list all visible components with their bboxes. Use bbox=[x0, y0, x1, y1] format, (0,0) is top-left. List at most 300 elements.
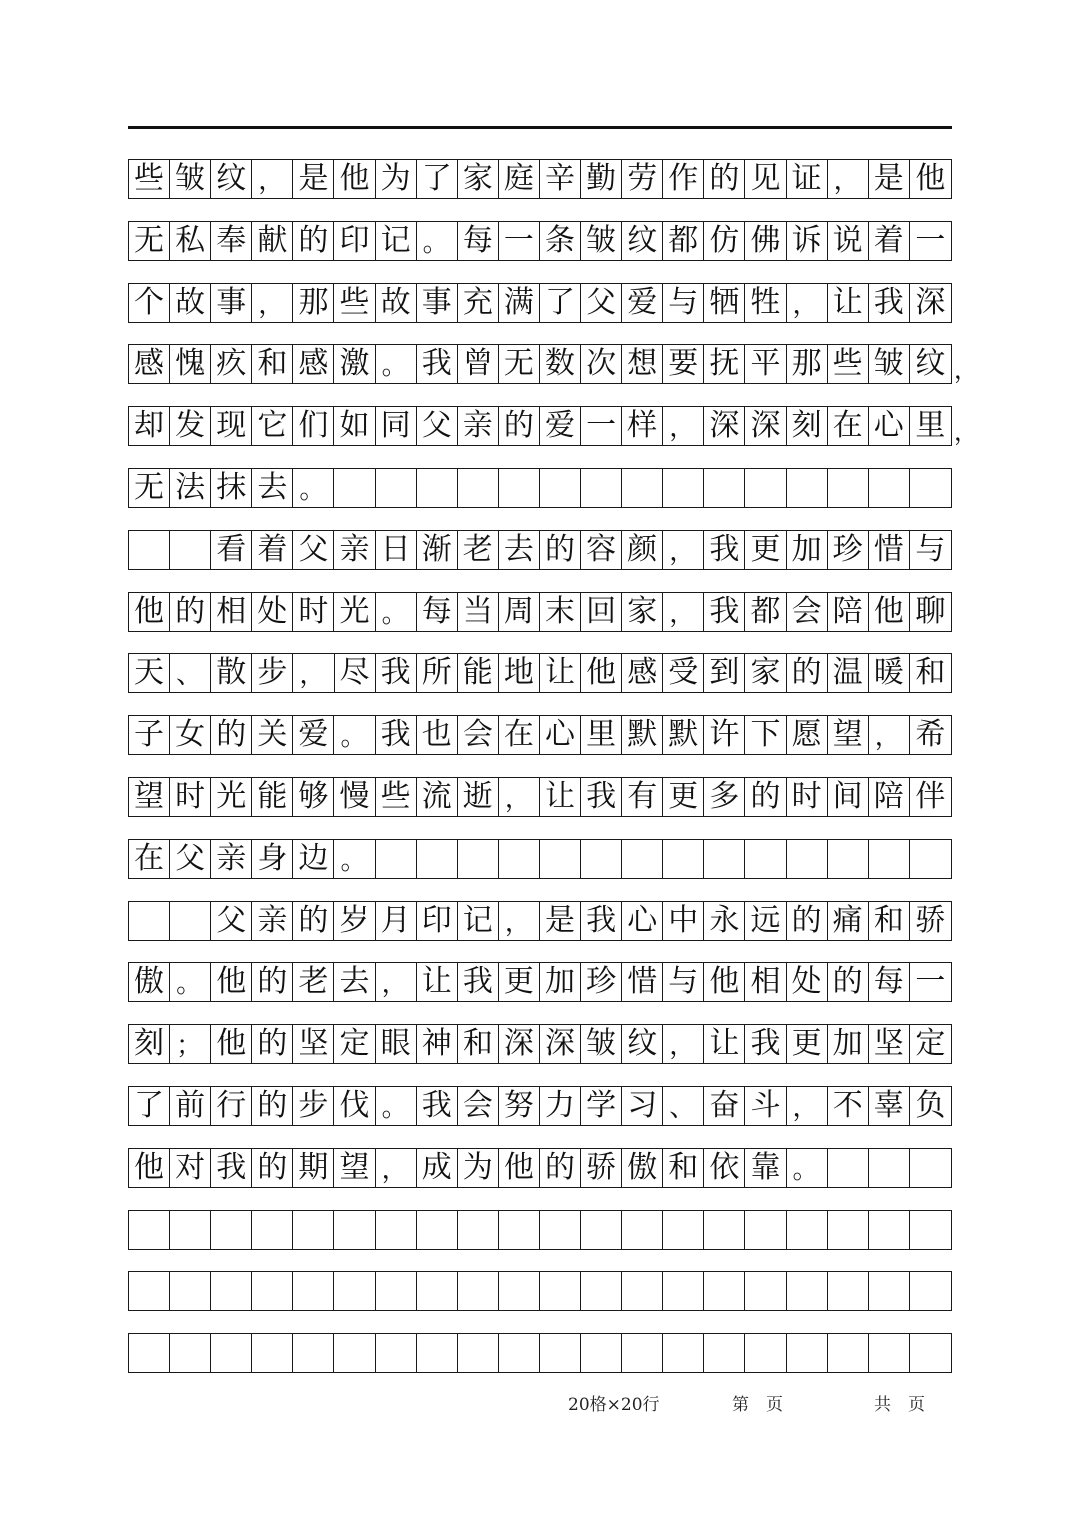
grid-cell: 期 bbox=[293, 1149, 334, 1187]
grid-cell bbox=[211, 1272, 252, 1310]
grid-cell bbox=[663, 469, 704, 507]
grid-cell: 相 bbox=[745, 963, 786, 1001]
grid-cell: 当 bbox=[458, 593, 499, 631]
grid-cell: 让 bbox=[540, 654, 581, 692]
grid-cell bbox=[499, 1211, 540, 1249]
grid-cell: 父 bbox=[417, 407, 458, 445]
grid-cell: 牲 bbox=[745, 284, 786, 322]
grid-cell: 心 bbox=[622, 902, 663, 940]
grid-cell: 他 bbox=[869, 593, 910, 631]
grid-cell: 习 bbox=[622, 1087, 663, 1125]
grid-cell: 刻 bbox=[129, 1025, 170, 1063]
grid-cell: 颜 bbox=[622, 531, 663, 569]
grid-cell: 更 bbox=[745, 531, 786, 569]
grid-cell: 地 bbox=[499, 654, 540, 692]
grid-cell: 平 bbox=[745, 345, 786, 383]
grid-cell: 是 bbox=[293, 160, 334, 198]
grid-cell bbox=[828, 840, 869, 878]
grid-row bbox=[128, 777, 952, 817]
grid-cell: 皱 bbox=[581, 222, 622, 260]
grid-cell: ， bbox=[376, 1149, 417, 1187]
grid-cell: 我 bbox=[417, 1087, 458, 1125]
grid-cell: 深 bbox=[499, 1025, 540, 1063]
grid-cell bbox=[293, 1272, 334, 1310]
grid-cell: 在 bbox=[129, 840, 170, 878]
grid-cell: 子 bbox=[129, 716, 170, 754]
grid-cell: 亲 bbox=[211, 840, 252, 878]
grid-row bbox=[128, 530, 952, 570]
grid-cell: 家 bbox=[622, 593, 663, 631]
grid-cell: 间 bbox=[828, 778, 869, 816]
grid-cell bbox=[540, 1211, 581, 1249]
grid-cell: 逝 bbox=[458, 778, 499, 816]
grid-cell: 女 bbox=[170, 716, 211, 754]
grid-cell bbox=[704, 469, 745, 507]
grid-cell: 骄 bbox=[915, 902, 946, 938]
grid-cell: 惜 bbox=[869, 531, 910, 569]
grid-cell: ， bbox=[663, 407, 704, 445]
grid-cell: 私 bbox=[170, 222, 211, 260]
grid-cell: 我 bbox=[376, 654, 417, 692]
grid-cell: 感 bbox=[293, 345, 334, 383]
grid-cell bbox=[417, 1211, 458, 1249]
grid-cell bbox=[622, 469, 663, 507]
grid-cell: 陪 bbox=[828, 593, 869, 631]
grid-cell: 永 bbox=[704, 902, 745, 940]
grid-cell bbox=[334, 1211, 375, 1249]
grid-cell: 陪 bbox=[869, 778, 910, 816]
grid-cell: 佛 bbox=[745, 222, 786, 260]
grid-cell: 爱 bbox=[293, 716, 334, 754]
grid-cell: 那 bbox=[787, 345, 828, 383]
grid-cell: 作 bbox=[663, 160, 704, 198]
grid-cell: 时 bbox=[293, 593, 334, 631]
grid-cell: 渐 bbox=[417, 531, 458, 569]
grid-cell bbox=[170, 531, 211, 569]
grid-cell: 靠 bbox=[745, 1149, 786, 1187]
grid-cell: 会 bbox=[787, 593, 828, 631]
grid-cell bbox=[252, 1211, 293, 1249]
grid-cell: 加 bbox=[828, 1025, 869, 1063]
grid-cell: 惜 bbox=[622, 963, 663, 1001]
grid-cell: 见 bbox=[745, 160, 786, 198]
grid-cell bbox=[499, 840, 540, 878]
grid-cell: 着 bbox=[252, 531, 293, 569]
grid-cell: 每 bbox=[458, 222, 499, 260]
grid-cell: 受 bbox=[663, 654, 704, 692]
grid-cell bbox=[252, 1334, 293, 1372]
grid-cell bbox=[787, 1272, 828, 1310]
grid-cell bbox=[745, 840, 786, 878]
grid-cell: 同 bbox=[376, 407, 417, 445]
grid-cell: 处 bbox=[787, 963, 828, 1001]
grid-cell: 爱 bbox=[540, 407, 581, 445]
grid-cell bbox=[417, 1272, 458, 1310]
grid-cell: 家 bbox=[745, 654, 786, 692]
grid-cell bbox=[869, 840, 910, 878]
grid-cell: 一 bbox=[915, 964, 946, 1000]
grid-cell bbox=[869, 1334, 910, 1372]
grid-cell: 定 bbox=[334, 1025, 375, 1063]
page-footer bbox=[0, 1390, 1080, 1414]
grid-cell bbox=[376, 1211, 417, 1249]
grid-cell: 庭 bbox=[499, 160, 540, 198]
grid-cell bbox=[499, 1334, 540, 1372]
grid-cell: 的 bbox=[252, 1149, 293, 1187]
grid-cell bbox=[869, 1272, 910, 1310]
grid-cell: 我 bbox=[704, 593, 745, 631]
grid-cell: ， bbox=[663, 1025, 704, 1063]
grid-cell: 故 bbox=[376, 284, 417, 322]
grid-cell: 的 bbox=[745, 778, 786, 816]
grid-cell: 与 bbox=[663, 963, 704, 1001]
grid-cell: 光 bbox=[211, 778, 252, 816]
grid-row bbox=[128, 1024, 952, 1064]
grid-cell: 次 bbox=[581, 345, 622, 383]
grid-cell: 是 bbox=[869, 160, 910, 198]
grid-cell bbox=[417, 469, 458, 507]
grid-cell bbox=[499, 469, 540, 507]
grid-cell: 说 bbox=[828, 222, 869, 260]
grid-cell: 时 bbox=[787, 778, 828, 816]
grid-cell: 、 bbox=[170, 654, 211, 692]
grid-cell: 。 bbox=[334, 840, 375, 878]
grid-cell bbox=[129, 902, 170, 940]
grid-cell: 的 bbox=[540, 1149, 581, 1187]
overflow-punctuation: ， bbox=[954, 418, 978, 447]
grid-cell: 深 bbox=[540, 1025, 581, 1063]
grid-cell: 深 bbox=[704, 407, 745, 445]
grid-cell: 深 bbox=[745, 407, 786, 445]
grid-cell: 前 bbox=[170, 1087, 211, 1125]
grid-cell bbox=[293, 1334, 334, 1372]
grid-cell bbox=[334, 1272, 375, 1310]
grid-cell: 抚 bbox=[704, 345, 745, 383]
grid-cell bbox=[910, 840, 951, 878]
grid-cell: 能 bbox=[458, 654, 499, 692]
grid-cell: 的 bbox=[499, 407, 540, 445]
grid-cell: 都 bbox=[663, 222, 704, 260]
grid-cell bbox=[869, 1149, 910, 1187]
grid-cell bbox=[458, 1272, 499, 1310]
grid-cell: 一 bbox=[499, 222, 540, 260]
grid-row bbox=[128, 1210, 952, 1250]
grid-cell: 的 bbox=[828, 963, 869, 1001]
grid-cell: 为 bbox=[376, 160, 417, 198]
grid-cell: ， bbox=[252, 160, 293, 198]
grid-cell: 行 bbox=[211, 1087, 252, 1125]
grid-cell bbox=[458, 840, 499, 878]
grid-cell: 深 bbox=[915, 284, 946, 320]
grid-cell: 刻 bbox=[787, 407, 828, 445]
grid-cell: 天 bbox=[129, 654, 170, 692]
grid-cell: 温 bbox=[828, 654, 869, 692]
grid-cell: 神 bbox=[417, 1025, 458, 1063]
grid-row bbox=[128, 1333, 952, 1373]
grid-cell bbox=[663, 1272, 704, 1310]
grid-cell: 在 bbox=[499, 716, 540, 754]
grid-cell: 伐 bbox=[334, 1087, 375, 1125]
grid-cell: 依 bbox=[704, 1149, 745, 1187]
grid-row bbox=[128, 1271, 952, 1311]
grid-cell: 岁 bbox=[334, 902, 375, 940]
grid-cell: 却 bbox=[129, 407, 170, 445]
grid-cell: 数 bbox=[540, 345, 581, 383]
grid-cell: ， bbox=[663, 531, 704, 569]
grid-cell: 家 bbox=[458, 160, 499, 198]
grid-cell: 我 bbox=[417, 345, 458, 383]
grid-cell: 亲 bbox=[252, 902, 293, 940]
grid-cell: 都 bbox=[745, 593, 786, 631]
grid-row bbox=[128, 715, 952, 755]
grid-cell bbox=[540, 469, 581, 507]
grid-cell: 皱 bbox=[581, 1025, 622, 1063]
grid-cell: 也 bbox=[417, 716, 458, 754]
grid-cell bbox=[745, 1272, 786, 1310]
grid-cell: 更 bbox=[663, 778, 704, 816]
grid-cell bbox=[170, 902, 211, 940]
grid-cell: 皱 bbox=[869, 345, 910, 383]
grid-cell: 和 bbox=[915, 655, 946, 691]
grid-cell: 抹 bbox=[211, 469, 252, 507]
grid-cell: ， bbox=[787, 1087, 828, 1125]
grid-cell: 一 bbox=[915, 222, 946, 258]
grid-cell: 无 bbox=[499, 345, 540, 383]
grid-cell: 和 bbox=[458, 1025, 499, 1063]
grid-cell: 了 bbox=[129, 1087, 170, 1125]
grid-cell: 去 bbox=[499, 531, 540, 569]
grid-cell bbox=[910, 469, 951, 507]
grid-cell: 学 bbox=[581, 1087, 622, 1125]
grid-cell: 些 bbox=[334, 284, 375, 322]
grid-cell: 我 bbox=[581, 778, 622, 816]
grid-cell bbox=[828, 1334, 869, 1372]
grid-cell: 我 bbox=[869, 284, 910, 322]
total-pages-label: 共 页 bbox=[874, 1395, 925, 1415]
grid-cell: 的 bbox=[252, 1025, 293, 1063]
grid-cell: 身 bbox=[252, 840, 293, 878]
grid-cell: 的 bbox=[540, 531, 581, 569]
grid-cell: 牺 bbox=[704, 284, 745, 322]
grid-cell: 纹 bbox=[915, 346, 946, 382]
grid-cell: 感 bbox=[129, 345, 170, 383]
grid-cell bbox=[910, 1272, 951, 1310]
grid-cell bbox=[334, 469, 375, 507]
grid-cell: 望 bbox=[129, 778, 170, 816]
grid-cell: ， bbox=[787, 284, 828, 322]
grid-cell: 希 bbox=[915, 717, 946, 753]
grid-cell bbox=[334, 1334, 375, 1372]
grid-cell: 与 bbox=[915, 531, 946, 567]
grid-cell: 如 bbox=[334, 407, 375, 445]
grid-cell: ； bbox=[170, 1025, 211, 1063]
grid-cell: 默 bbox=[663, 716, 704, 754]
grid-cell: 亲 bbox=[334, 531, 375, 569]
grid-cell: 步 bbox=[252, 654, 293, 692]
grid-cell: 他 bbox=[129, 1149, 170, 1187]
grid-cell: ， bbox=[376, 963, 417, 1001]
grid-cell bbox=[581, 1272, 622, 1310]
grid-cell: 月 bbox=[376, 902, 417, 940]
grid-cell: 傲 bbox=[622, 1149, 663, 1187]
grid-cell: 聊 bbox=[915, 593, 946, 629]
grid-cell bbox=[376, 840, 417, 878]
grid-cell: 愧 bbox=[170, 345, 211, 383]
grid-cell: 纹 bbox=[211, 160, 252, 198]
grid-cell bbox=[211, 1211, 252, 1249]
grid-cell: 定 bbox=[915, 1026, 946, 1062]
grid-cell: 亲 bbox=[458, 407, 499, 445]
grid-cell bbox=[170, 1211, 211, 1249]
grid-cell: 看 bbox=[211, 531, 252, 569]
grid-cell: 些 bbox=[828, 345, 869, 383]
grid-cell: 的 bbox=[787, 902, 828, 940]
grid-cell: 他 bbox=[704, 963, 745, 1001]
grid-cell bbox=[704, 1272, 745, 1310]
grid-cell: 去 bbox=[252, 469, 293, 507]
overflow-punctuation: ， bbox=[954, 356, 978, 385]
grid-cell: 了 bbox=[417, 160, 458, 198]
grid-cell: 父 bbox=[170, 840, 211, 878]
grid-cell: 辛 bbox=[540, 160, 581, 198]
grid-cell bbox=[869, 469, 910, 507]
grid-cell: 老 bbox=[458, 531, 499, 569]
grid-cell: 斗 bbox=[745, 1087, 786, 1125]
grid-cell: 了 bbox=[540, 284, 581, 322]
grid-cell: 流 bbox=[417, 778, 458, 816]
grid-cell: 许 bbox=[704, 716, 745, 754]
grid-cell: 疚 bbox=[211, 345, 252, 383]
grid-cell: 到 bbox=[704, 654, 745, 692]
grid-cell: 发 bbox=[170, 407, 211, 445]
grid-cell bbox=[417, 840, 458, 878]
grid-cell: 能 bbox=[252, 778, 293, 816]
grid-cell: 够 bbox=[293, 778, 334, 816]
grid-cell bbox=[828, 1149, 869, 1187]
grid-cell: 我 bbox=[458, 963, 499, 1001]
grid-cell: ， bbox=[252, 284, 293, 322]
grid-cell: 。 bbox=[334, 716, 375, 754]
grid-cell: ， bbox=[499, 902, 540, 940]
grid-cell bbox=[745, 1211, 786, 1249]
grid-cell: 珍 bbox=[581, 963, 622, 1001]
grid-cell: 让 bbox=[417, 963, 458, 1001]
grid-cell bbox=[376, 469, 417, 507]
grid-cell: 我 bbox=[376, 716, 417, 754]
grid-cell bbox=[540, 840, 581, 878]
grid-cell: ， bbox=[663, 593, 704, 631]
grid-cell: 法 bbox=[170, 469, 211, 507]
grid-cell bbox=[622, 1211, 663, 1249]
grid-cell bbox=[704, 1334, 745, 1372]
grid-cell: 想 bbox=[622, 345, 663, 383]
grid-cell bbox=[211, 1334, 252, 1372]
grid-row bbox=[128, 406, 952, 446]
grid-row bbox=[128, 653, 952, 693]
grid-cell: 慢 bbox=[334, 778, 375, 816]
grid-cell: ， bbox=[828, 160, 869, 198]
grid-cell: 去 bbox=[334, 963, 375, 1001]
grid-cell: 。 bbox=[293, 469, 334, 507]
grid-cell bbox=[129, 1211, 170, 1249]
grid-cell: 纹 bbox=[622, 1025, 663, 1063]
grid-row bbox=[128, 221, 952, 261]
grid-cell: 会 bbox=[458, 716, 499, 754]
grid-cell: 心 bbox=[869, 407, 910, 445]
grid-cell: 的 bbox=[293, 902, 334, 940]
grid-cell: 一 bbox=[581, 407, 622, 445]
grid-cell: 感 bbox=[622, 654, 663, 692]
grid-cell: 事 bbox=[417, 284, 458, 322]
grid-cell: 伴 bbox=[915, 779, 946, 814]
grid-cell: 事 bbox=[211, 284, 252, 322]
grid-cell: 中 bbox=[663, 902, 704, 940]
grid-cell: 不 bbox=[828, 1087, 869, 1125]
grid-cell: 勤 bbox=[581, 160, 622, 198]
grid-cell: 负 bbox=[915, 1088, 946, 1123]
grid-cell: 我 bbox=[211, 1149, 252, 1187]
grid-cell: 在 bbox=[828, 407, 869, 445]
grid-cell: 边 bbox=[293, 840, 334, 878]
grid-cell bbox=[581, 840, 622, 878]
page-number-label: 第 页 bbox=[732, 1395, 783, 1415]
grid-cell: 骄 bbox=[581, 1149, 622, 1187]
grid-cell bbox=[458, 469, 499, 507]
grid-cell bbox=[787, 1334, 828, 1372]
grid-cell: 更 bbox=[787, 1025, 828, 1063]
grid-cell bbox=[458, 1211, 499, 1249]
grid-cell: 。 bbox=[417, 222, 458, 260]
grid-cell: 那 bbox=[293, 284, 334, 322]
grid-cell: 仿 bbox=[704, 222, 745, 260]
grid-cell: 力 bbox=[540, 1087, 581, 1125]
grid-cell bbox=[293, 1211, 334, 1249]
grid-cell: 的 bbox=[293, 222, 334, 260]
grid-cell: 成 bbox=[417, 1149, 458, 1187]
grid-cell: 周 bbox=[499, 593, 540, 631]
grid-cell: 他 bbox=[499, 1149, 540, 1187]
grid-cell: 每 bbox=[869, 963, 910, 1001]
grid-cell: 皱 bbox=[170, 160, 211, 198]
grid-cell bbox=[663, 1334, 704, 1372]
grid-cell: 他 bbox=[581, 654, 622, 692]
grid-cell: 诉 bbox=[787, 222, 828, 260]
grid-cell: 满 bbox=[499, 284, 540, 322]
grid-cell bbox=[910, 1149, 951, 1187]
grid-cell: 更 bbox=[499, 963, 540, 1001]
grid-cell: 样 bbox=[622, 407, 663, 445]
grid-cell: 的 bbox=[704, 160, 745, 198]
grid-cell: 着 bbox=[869, 222, 910, 260]
top-rule bbox=[128, 126, 952, 129]
grid-cell: 坚 bbox=[293, 1025, 334, 1063]
grid-cell: 现 bbox=[211, 407, 252, 445]
grid-row bbox=[128, 839, 952, 879]
grid-cell: 为 bbox=[458, 1149, 499, 1187]
grid-cell: 奋 bbox=[704, 1087, 745, 1125]
grid-cell: 他 bbox=[211, 963, 252, 1001]
grid-cell: 步 bbox=[293, 1087, 334, 1125]
grid-cell: 他 bbox=[211, 1025, 252, 1063]
grid-cell: 傲 bbox=[129, 963, 170, 1001]
grid-row bbox=[128, 1086, 952, 1126]
grid-row bbox=[128, 901, 952, 941]
grid-cell: 父 bbox=[211, 902, 252, 940]
grid-cell bbox=[581, 1211, 622, 1249]
grid-cell: 是 bbox=[540, 902, 581, 940]
grid-cell bbox=[581, 469, 622, 507]
grid-cell bbox=[828, 469, 869, 507]
